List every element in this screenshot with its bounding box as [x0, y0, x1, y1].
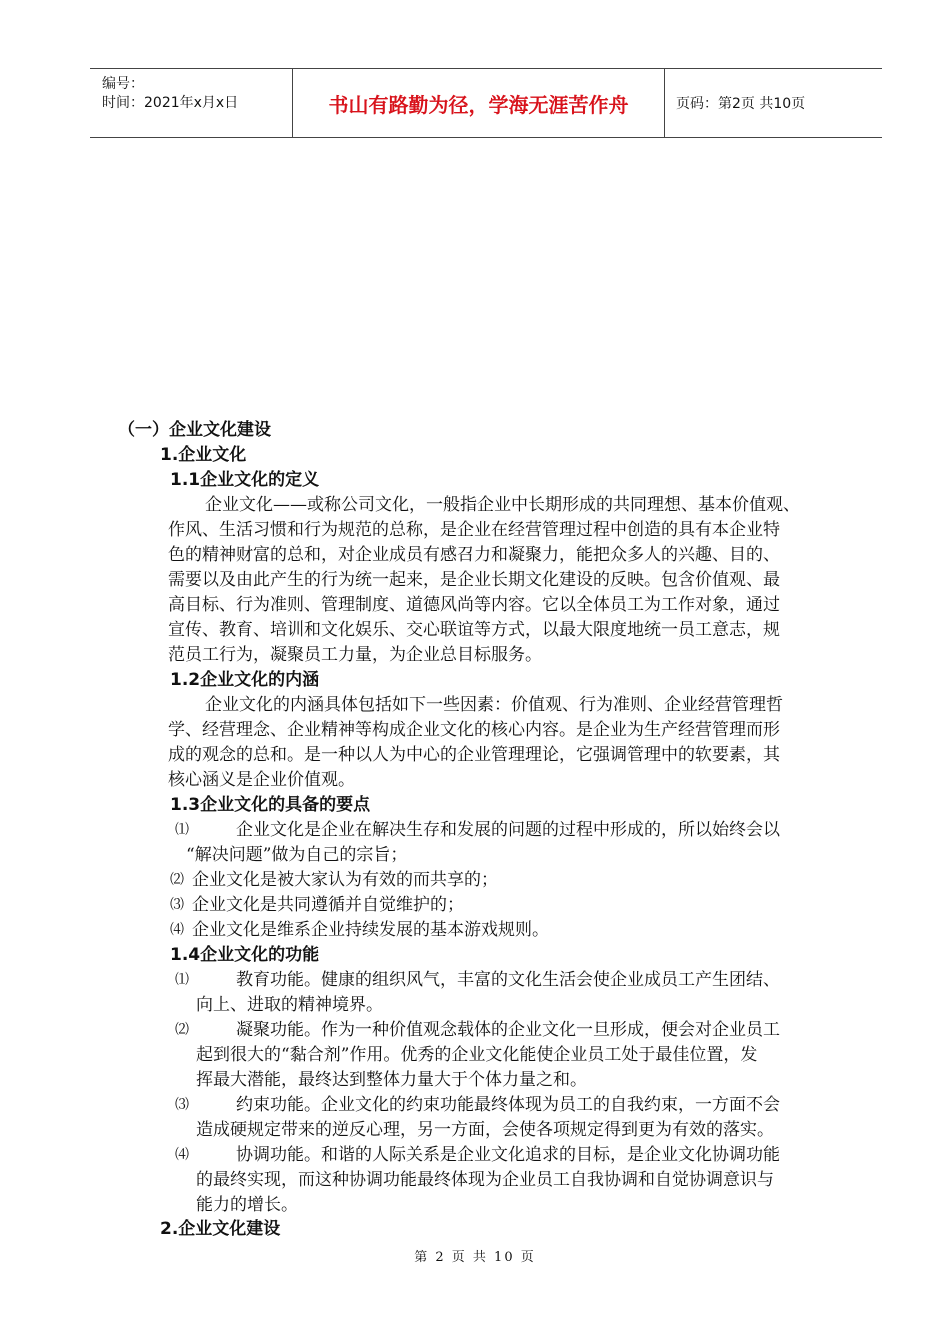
- paragraph-line: 企业文化的内涵具体包括如下一些因素：价值观、行为准则、企业经营管理哲: [205, 695, 783, 715]
- heading-1-1: 1.1企业文化的定义: [170, 470, 320, 490]
- list-item-line: 企业文化是共同遵循并自觉维护的；: [192, 895, 464, 915]
- list-item-line: 约束功能。企业文化的约束功能最终体现为员工的自我约束，一方面不会: [236, 1095, 780, 1115]
- list-item-line: 能力的增长。: [196, 1195, 298, 1215]
- list-number: ⑵: [170, 872, 184, 888]
- list-number: ⑵: [175, 1022, 189, 1038]
- list-item-line: 教育功能。健康的组织风气，丰富的文化生活会使企业成员工产生团结、: [236, 970, 780, 990]
- list-item-line: 企业文化是维系企业持续发展的基本游戏规则。: [192, 920, 549, 940]
- list-number: ⑷: [170, 922, 184, 938]
- paragraph-line: 核心涵义是企业价值观。: [168, 770, 355, 790]
- list-number: ⑶: [175, 1097, 189, 1113]
- section-title: （一）企业文化建设: [118, 420, 271, 440]
- number-label: 编号：: [102, 76, 144, 92]
- heading-1-3: 1.3企业文化的具备的要点: [170, 795, 371, 815]
- paragraph-line: 需要以及由此产生的行为统一起来，是企业长期文化建设的反映。包含价值观、最: [168, 570, 780, 590]
- page-header: [90, 68, 882, 138]
- list-item-line: 向上、进取的精神境界。: [196, 995, 383, 1015]
- list-item-line: 协调功能。和谐的人际关系是企业文化追求的目标，是企业文化协调功能: [236, 1145, 780, 1165]
- list-item-line: 挥最大潜能，最终达到整体力量大于个体力量之和。: [196, 1070, 587, 1090]
- heading-1-2: 1.2企业文化的内涵: [170, 670, 320, 690]
- heading-2: 2.企业文化建设: [160, 1219, 281, 1239]
- list-number: ⑷: [175, 1147, 189, 1163]
- motto: 书山有路勤为径，学海无涯苦作舟: [293, 69, 665, 137]
- paragraph-line: 学、经营理念、企业精神等构成企业文化的核心内容。是企业为生产经营管理而形: [168, 720, 780, 740]
- time-label: 时间：2021年x月x日: [102, 95, 239, 111]
- list-item-line: “解决问题”做为自己的宗旨；: [186, 845, 408, 865]
- paragraph-line: 作风、生活习惯和行为规范的总称，是企业在经营管理过程中创造的具有本企业特: [168, 520, 780, 540]
- list-item-line: 凝聚功能。作为一种价值观念载体的企业文化一旦形成，便会对企业员工: [236, 1020, 780, 1040]
- page-footer: 第 2 页 共 10 页: [414, 1250, 536, 1265]
- list-number: ⑴: [175, 972, 189, 988]
- paragraph-line: 范员工行为，凝聚员工力量，为企业总目标服务。: [168, 645, 542, 665]
- page-info: 页码：第2页 共10页: [676, 96, 806, 112]
- paragraph-line: 成的观念的总和。是一种以人为中心的企业管理理论，它强调管理中的软要素，其: [168, 745, 780, 765]
- paragraph-line: 色的精神财富的总和，对企业成员有感召力和凝聚力，能把众多人的兴趣、目的、: [168, 545, 780, 565]
- paragraph-line: 企业文化——或称公司文化，一般指企业中长期形成的共同理想、基本价值观、: [205, 495, 800, 515]
- list-item-line: 的最终实现，而这种协调功能最终体现为企业员工自我协调和自觉协调意识与: [196, 1170, 774, 1190]
- list-item-line: 企业文化是被大家认为有效的而共享的；: [192, 870, 498, 890]
- list-number: ⑶: [170, 897, 184, 913]
- heading-1: 1.企业文化: [160, 445, 247, 465]
- header-meta: [90, 69, 293, 137]
- paragraph-line: 宣传、教育、培训和文化娱乐、交心联谊等方式，以最大限度地统一员工意志，规: [168, 620, 780, 640]
- list-item-line: 造成硬规定带来的逆反心理，另一方面，会使各项规定得到更为有效的落实。: [196, 1120, 774, 1140]
- paragraph-line: 高目标、行为准则、管理制度、道德风尚等内容。它以全体员工为工作对象，通过: [168, 595, 780, 615]
- heading-1-4: 1.4企业文化的功能: [170, 945, 320, 965]
- list-number: ⑴: [175, 822, 189, 838]
- list-item-line: 起到很大的“黏合剂”作用。优秀的企业文化能使企业员工处于最佳位置，发: [196, 1045, 758, 1065]
- list-item-line: 企业文化是企业在解决生存和发展的问题的过程中形成的，所以始终会以: [236, 820, 780, 840]
